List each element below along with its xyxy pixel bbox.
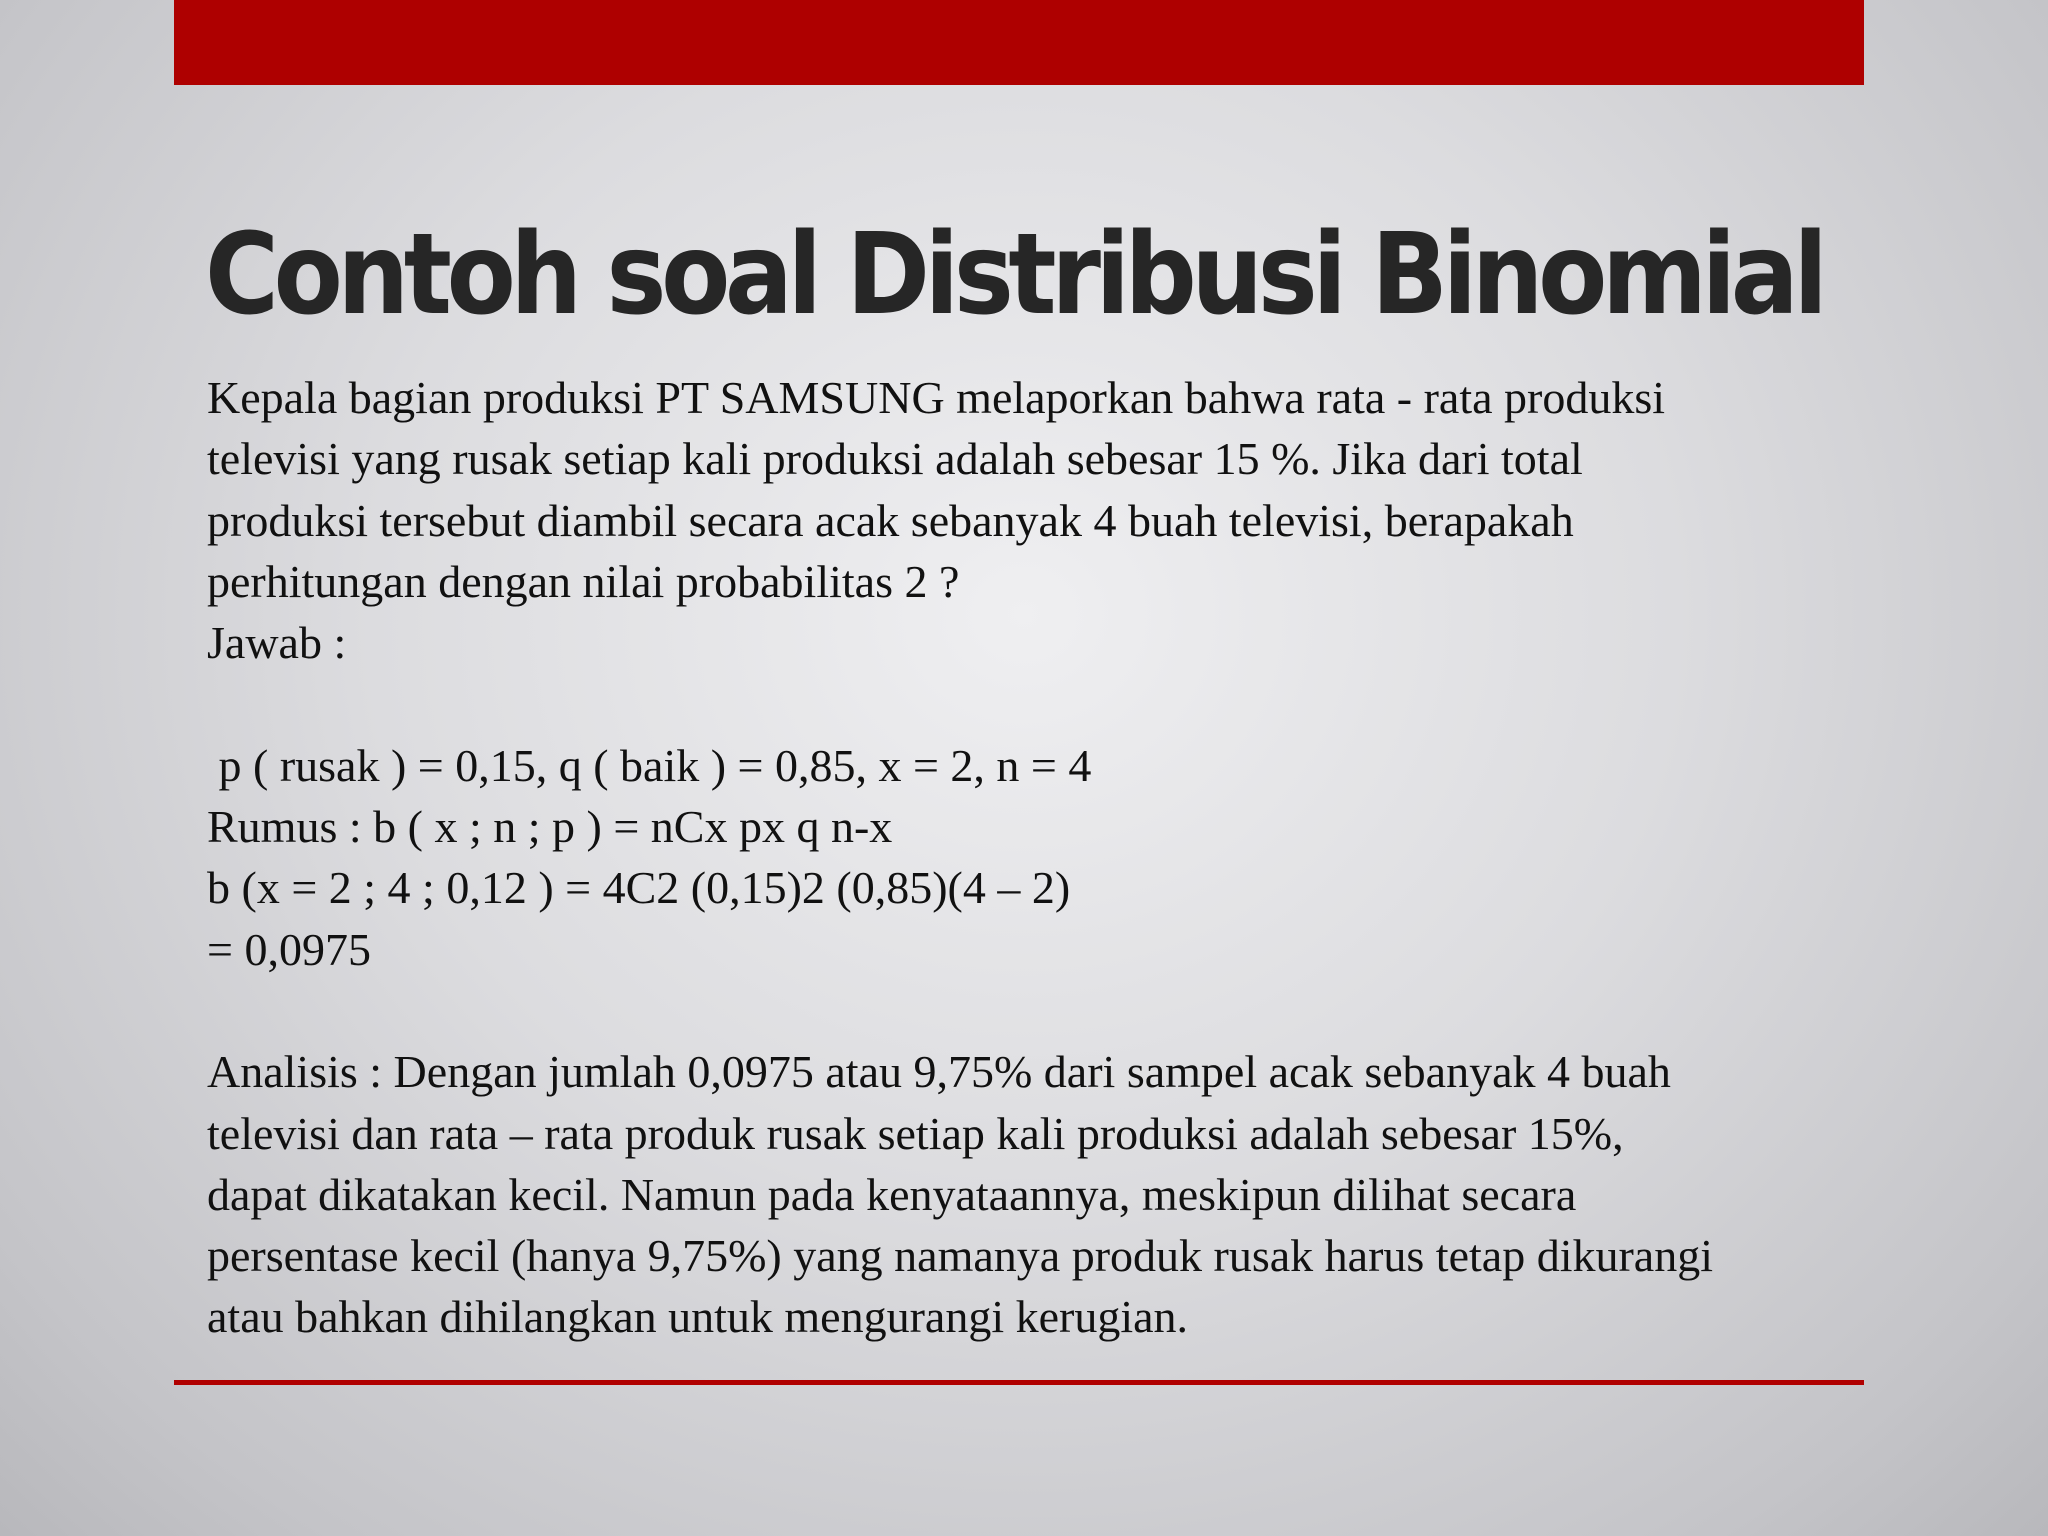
analysis-line: Analisis : Dengan jumlah 0,0975 atau 9,75% dari sampel acak sebanyak 4 buah xyxy=(207,1046,1671,1098)
spacer xyxy=(207,673,1887,734)
analysis-line: televisi dan rata – rata produk rusak setiap kali produksi adalah sebesar 15%, xyxy=(207,1107,1624,1159)
answer-label: Jawab : xyxy=(207,617,347,669)
question-line: Kepala bagian produksi PT SAMSUNG melaporkan bahwa rata - rata produksi xyxy=(207,372,1666,423)
formula-line: Rumus : b ( x ; n ; p ) = nCx px q n-x xyxy=(207,801,893,853)
slide-title: Contoh soal Distribusi Binomial xyxy=(205,210,1823,340)
question-line: produksi tersebut diambil secara acak sebanyak 4 buah televisi, berapakah xyxy=(207,494,1574,546)
spacer xyxy=(207,980,1887,1041)
slide-body xyxy=(207,367,1887,1348)
question-line: perhitungan dengan nilai probabilitas 2 ? xyxy=(207,555,960,607)
result-line: = 0,0975 xyxy=(207,923,371,975)
question-line: televisi yang rusak setiap kali produksi adalah sebesar 15 %. Jika dari total xyxy=(207,433,1583,485)
calculation-line: b (x = 2 ; 4 ; 0,12 ) = 4C2 (0,15)2 (0,85)(4 – 2) xyxy=(207,862,1071,914)
bottom-divider xyxy=(174,1380,1864,1385)
top-accent-bar xyxy=(174,0,1864,85)
analysis-line: atau bahkan dihilangkan untuk mengurangi kerugian. xyxy=(207,1291,1189,1343)
analysis-line: persentase kecil (hanya 9,75%) yang namanya produk rusak harus tetap dikurangi xyxy=(207,1230,1713,1282)
analysis-line: dapat dikatakan kecil. Namun pada kenyataannya, meskipun dilihat secara xyxy=(207,1168,1577,1220)
solution-line: p ( rusak ) = 0,15, q ( baik ) = 0,85, x = 2, n = 4 xyxy=(207,739,1092,791)
